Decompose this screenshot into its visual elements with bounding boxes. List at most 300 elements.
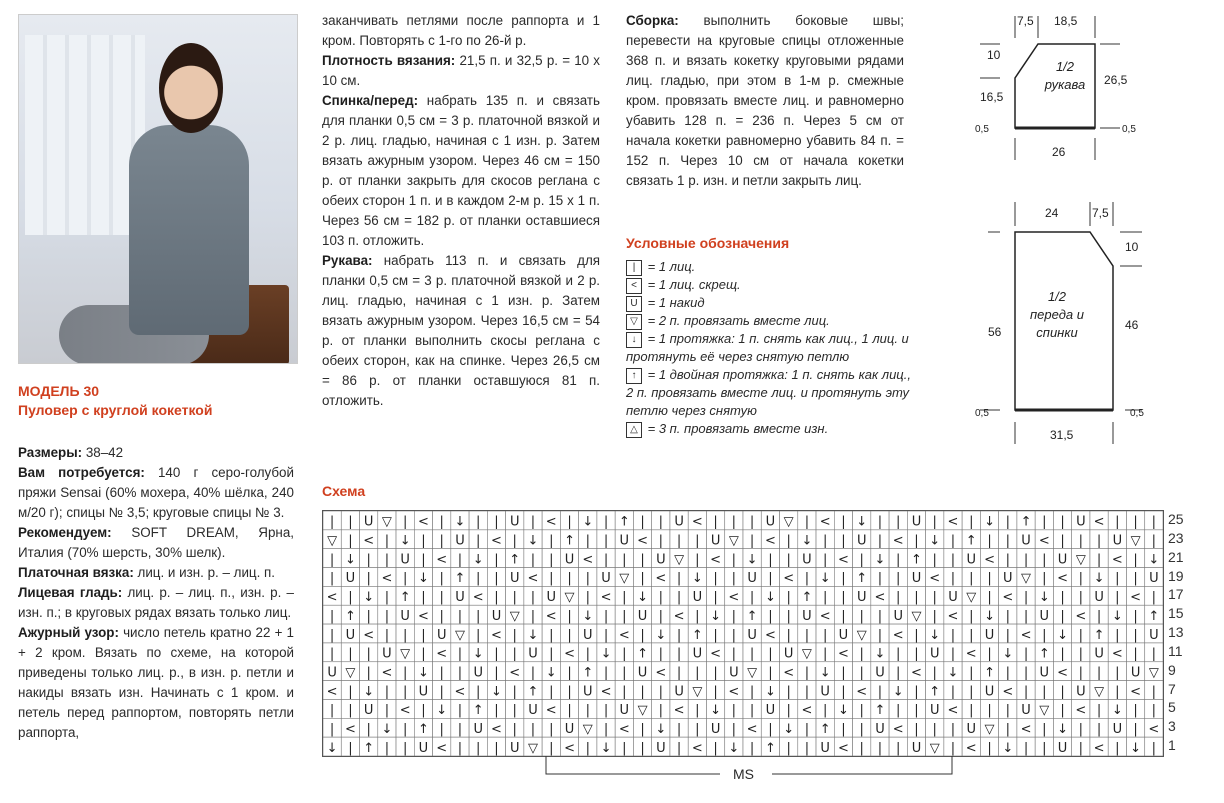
chart-cell-symbol: | — [859, 608, 864, 624]
chart-cell-symbol: | — [1151, 684, 1157, 700]
chart-cell-symbol: ↓ — [417, 571, 429, 587]
chart-cell-symbol: | — [640, 571, 645, 587]
chart-cell-symbol: | — [914, 533, 919, 549]
chart-cell-symbol: | — [1005, 665, 1010, 681]
chart-cell-symbol: < — [984, 552, 995, 568]
chart-cell-symbol: | — [969, 665, 974, 681]
chart-cell-symbol: | — [603, 665, 609, 681]
chart-cell-symbol: | — [530, 608, 536, 624]
chart-cell-symbol: ↑ — [454, 571, 466, 587]
chart-cell-symbol: | — [1060, 684, 1065, 700]
chart-cell-symbol: | — [1133, 571, 1138, 587]
chart-cell-symbol: | — [421, 703, 426, 719]
chart-cell-symbol: | — [877, 740, 883, 756]
chart-cell-symbol: | — [1023, 552, 1029, 568]
legend-item — [626, 258, 916, 276]
chart-cell-symbol: | — [822, 627, 828, 643]
chart-cell-symbol: | — [603, 722, 609, 738]
row-number: 25 — [1168, 511, 1184, 527]
chart-cell-symbol: | — [1115, 740, 1120, 756]
chart-cell-symbol: ▽ — [345, 665, 356, 681]
legend-symbol: | — [626, 260, 642, 276]
chart-cell-symbol: | — [658, 533, 664, 549]
chart-cell-symbol: | — [786, 533, 791, 549]
chart-cell-symbol: | — [786, 740, 791, 756]
chart-cell-symbol: | — [841, 722, 846, 738]
chart-cell-symbol: ▽ — [327, 533, 338, 549]
chart-cell-symbol: | — [822, 552, 828, 568]
chart-cell-symbol: | — [676, 590, 682, 606]
chart-cell-symbol: | — [402, 722, 408, 738]
chart-cell-symbol: U — [583, 684, 593, 700]
legend-text: = 1 накид — [644, 295, 705, 310]
chart-cell-symbol: | — [1078, 571, 1084, 587]
chart-cell-symbol: < — [344, 722, 356, 738]
chart-cell-symbol: < — [728, 684, 740, 700]
chart-cell-symbol: < — [655, 665, 667, 681]
chart-cell-symbol: | — [476, 608, 481, 624]
chart-cell-symbol: | — [731, 552, 737, 568]
chart-cell-symbol: | — [494, 571, 499, 587]
chart-cell-symbol: | — [494, 514, 499, 530]
chart-cell-symbol: ↑ — [527, 684, 539, 700]
chart-cell-symbol: | — [841, 533, 846, 549]
sleeve-right: 26,5 — [1104, 73, 1128, 87]
chart-cell-symbol: | — [476, 533, 481, 549]
chart-cell-symbol: | — [914, 703, 919, 719]
chart-cell-symbol: | — [1078, 590, 1084, 606]
chart-cell-symbol: ↓ — [655, 627, 667, 643]
chart-cell-symbol: < — [509, 665, 521, 681]
chart-cell-symbol: U — [966, 552, 977, 568]
chart-cell-symbol: < — [837, 552, 849, 568]
sleeve-left2: 16,5 — [980, 90, 1004, 104]
paragraph-text: лиц. р. – лиц. п., изн. р. – изн. п.; в круговых рядах вязать только лиц. — [18, 585, 294, 620]
row-number: 23 — [1168, 529, 1184, 546]
chart-cell-symbol: ↑ — [984, 665, 995, 681]
chart-cell-symbol: ▽ — [1021, 571, 1032, 587]
paragraph-label: Размеры: — [18, 445, 86, 460]
chart-cell-symbol: < — [1038, 533, 1050, 549]
column-3 — [626, 11, 904, 191]
chart-cell-symbol: | — [585, 703, 590, 719]
chart-cell-symbol: ↓ — [472, 646, 484, 662]
chart-cell-symbol: ↓ — [582, 608, 594, 624]
chart-cell-symbol: U — [802, 608, 812, 624]
chart-cell-symbol: | — [969, 627, 974, 643]
chart-cell-symbol: | — [1023, 740, 1029, 756]
chart-cell-symbol: | — [1078, 533, 1084, 549]
chart-cell-symbol: | — [384, 590, 390, 606]
chart-cell-symbol: | — [987, 646, 992, 662]
paragraph-label: Сборка: — [626, 13, 704, 28]
chart-cell-symbol: | — [1023, 608, 1029, 624]
chart-cell-symbol: | — [402, 665, 408, 681]
legend-symbol: ▽ — [626, 314, 642, 330]
chart-cell-symbol: ↓ — [545, 665, 557, 681]
chart-cell-symbol: | — [1096, 552, 1102, 568]
paragraph-text: SOFT DREAM, Ярна, Италия (70% шерсть, 30% шелк). — [18, 525, 294, 560]
chart-cell-symbol: | — [932, 608, 937, 624]
chart-cell-symbol: U — [546, 590, 557, 606]
chart-cell-symbol: ↓ — [783, 722, 795, 738]
chart-cell-symbol: U — [455, 590, 465, 606]
paragraph-label: Вам потребуется: — [18, 465, 158, 480]
chart-cell-symbol: < — [417, 514, 429, 530]
chart-cell-symbol: | — [969, 703, 974, 719]
paragraph-text: число петель кратно 22 + 1 + 2 кром. Вязать по схеме, на которой приведены только лиц. р., в изн. р. петли и накиды вязать изн. Начинать с 1 кром. и петель перед раппортом, повторять петли раппорта, — [18, 625, 294, 740]
row-number: 17 — [1168, 586, 1184, 603]
chart-cell-symbol: | — [841, 514, 846, 530]
chart-cell-symbol: | — [348, 740, 353, 756]
chart-cell-symbol: ↓ — [819, 665, 831, 681]
chart-cell-symbol: | — [1023, 684, 1029, 700]
chart-cell-symbol: | — [822, 703, 828, 719]
chart-cell-symbol: | — [329, 514, 335, 530]
chart-cell-symbol: | — [877, 627, 883, 643]
chart-cell-symbol: | — [731, 722, 737, 738]
chart-cell-symbol: ▽ — [966, 590, 977, 606]
scheme-title: Схема — [322, 483, 366, 499]
row-number: 11 — [1168, 642, 1183, 659]
chart-cell-symbol: | — [384, 533, 390, 549]
chart-cell-symbol: U — [400, 608, 410, 624]
chart-cell-symbol: | — [932, 590, 937, 606]
sleeve-edge-right: 0,5 — [1122, 124, 1136, 135]
legend-text: = 1 лиц. скрещ. — [644, 277, 741, 292]
chart-cell-symbol: | — [549, 571, 554, 587]
chart-cell-symbol: | — [804, 514, 810, 530]
chart-cell-symbol: < — [417, 608, 429, 624]
chart-cell-symbol: | — [494, 552, 499, 568]
chart-cell-symbol: ↓ — [326, 740, 338, 756]
chart-cell-symbol: | — [877, 684, 883, 700]
paragraph-text: набрать 113 п. и связать для планки 0,5 см = 3 р. платочной вязкой и 2 р. лиц. гладью, начиная с 1 изн. р. Затем вязать ажурным узором. Через 16,5 см = 54 р. от планки выполнить скосы реглана с обеих сторон, как на спинке. Через 26,5 см = 86 р. от планки оставшуюся 81 п. отложить. — [322, 253, 601, 408]
chart-cell-symbol: ▽ — [1039, 703, 1050, 719]
chart-cell-symbol: ↓ — [436, 703, 448, 719]
paragraph — [626, 11, 904, 191]
chart-cell-symbol: | — [585, 740, 590, 756]
chart-cell-symbol: | — [585, 571, 590, 587]
chart-cell-symbol: < — [1111, 552, 1123, 568]
chart-cell-symbol: ↓ — [929, 627, 941, 643]
chart-cell-symbol: ↓ — [819, 571, 831, 587]
chart-cell-symbol: U — [601, 571, 611, 587]
chart-cell-symbol: | — [1133, 627, 1138, 643]
chart-cell-symbol: | — [859, 552, 864, 568]
chart-cell-symbol: U — [765, 514, 776, 530]
chart-cell-symbol: | — [421, 590, 426, 606]
chart-cell-symbol: U — [729, 665, 739, 681]
chart-cell-symbol: ↑ — [1148, 608, 1160, 624]
paragraph-label: Лицевая гладь: — [18, 585, 128, 600]
legend-item — [626, 420, 916, 438]
chart-cell-symbol: U — [820, 684, 830, 700]
chart-cell-symbol: | — [348, 703, 353, 719]
chart-cell-symbol: ↑ — [965, 533, 977, 549]
chart-cell-symbol: | — [1042, 571, 1047, 587]
chart-cell-symbol: | — [731, 703, 737, 719]
paragraph — [322, 11, 600, 51]
chart-cell-symbol: < — [691, 740, 703, 756]
chart-cell-symbol: < — [381, 571, 393, 587]
chart-cell-symbol: | — [439, 722, 444, 738]
chart-cell-symbol: | — [877, 533, 883, 549]
chart-cell-symbol: U — [820, 740, 830, 756]
chart-cell-symbol: U — [619, 703, 630, 719]
chart-cell-symbol: | — [329, 627, 335, 643]
row-number: 9 — [1168, 661, 1176, 678]
chart-cell-symbol: | — [950, 627, 956, 643]
chart-cell-symbol: U — [619, 533, 630, 549]
paragraph-text: лиц. и изн. р. – лиц. п. — [137, 565, 276, 580]
chart-cell-symbol: | — [877, 571, 883, 587]
chart-cell-symbol: | — [1060, 590, 1065, 606]
body-diagram — [970, 198, 1220, 448]
legend-text: = 1 двойная протяжка: 1 п. снять как лиц., 2 п. провязать вместе лиц. и протянуть эту петлю через снятую — [626, 367, 911, 418]
row-number: 7 — [1168, 680, 1176, 697]
chart-cell-symbol: ↑ — [929, 684, 941, 700]
chart-cell-symbol: < — [947, 514, 959, 530]
chart-cell-symbol: ▽ — [929, 740, 940, 756]
chart-cell-symbol: < — [655, 571, 667, 587]
chart-cell-symbol: ↓ — [344, 552, 356, 568]
chart-cell-symbol: < — [1111, 646, 1123, 662]
chart-cell-symbol: < — [454, 684, 466, 700]
chart-cell-symbol: | — [713, 740, 718, 756]
chart-cell-symbol: < — [491, 627, 502, 643]
chart-cell-symbol: U — [382, 646, 392, 662]
chart-cell-symbol: | — [421, 552, 426, 568]
chart-cell-symbol: | — [348, 533, 353, 549]
chart-cell-symbol: | — [804, 722, 810, 738]
chart-cell-symbol: | — [421, 627, 426, 643]
chart-cell-symbol: | — [932, 722, 937, 738]
chart-cell-symbol: < — [837, 740, 849, 756]
chart-cell-symbol: ↑ — [764, 740, 776, 756]
chart-cell-symbol: ↓ — [600, 740, 612, 756]
chart-cell-symbol: | — [896, 703, 901, 719]
chart-cell-symbol: < — [1148, 722, 1160, 738]
row-number: 3 — [1168, 718, 1176, 735]
chart-cell-symbol: | — [476, 740, 481, 756]
body-right1: 10 — [1125, 240, 1139, 254]
chart-cell-symbol: | — [476, 571, 481, 587]
chart-cell-symbol: | — [1005, 627, 1010, 643]
chart-cell-symbol: ↓ — [1130, 740, 1142, 756]
chart-cell-symbol: ↑ — [691, 627, 703, 643]
chart-cell-symbol: | — [950, 533, 956, 549]
model-subtitle: Пуловер с круглой кокеткой — [18, 402, 213, 418]
legend-item — [626, 366, 916, 420]
chart-cell-symbol: | — [476, 684, 481, 700]
legend-item — [626, 312, 916, 330]
chart-cell-symbol: | — [1060, 533, 1065, 549]
row-number: 13 — [1168, 624, 1184, 641]
chart-cell-symbol: ↓ — [472, 552, 484, 568]
chart-cell-symbol: U — [1094, 590, 1104, 606]
chart-cell-symbol: ▽ — [674, 552, 685, 568]
paragraph — [18, 523, 294, 563]
chart-cell-symbol: ▽ — [619, 571, 630, 587]
chart-cell-symbol: | — [658, 590, 664, 606]
chart-cell-symbol: | — [950, 740, 956, 756]
chart-cell-symbol: ↓ — [655, 722, 667, 738]
chart-cell-symbol: | — [402, 627, 408, 643]
chart-cell-symbol: | — [366, 646, 371, 662]
chart-cell-symbol: U — [509, 571, 520, 587]
chart-cell-symbol: | — [1023, 665, 1029, 681]
row-number: 5 — [1168, 699, 1176, 716]
paragraph-text: 21,5 п. и 32,5 р. = 10 х 10 см. — [322, 53, 600, 88]
chart-cell-symbol: < — [618, 627, 630, 643]
chart-cell-symbol: | — [822, 590, 828, 606]
row-number: 19 — [1168, 567, 1184, 584]
chart-cell-symbol: | — [676, 646, 682, 662]
chart-cell-symbol: ▽ — [911, 608, 922, 624]
chart-cell-symbol: ↑ — [472, 703, 484, 719]
chart-cell-symbol: U — [875, 665, 885, 681]
chart-cell-symbol: | — [768, 571, 773, 587]
chart-cell-symbol: | — [859, 703, 864, 719]
chart-cell-symbol: | — [987, 740, 992, 756]
chart-cell-symbol: | — [841, 590, 846, 606]
chart-cell-symbol: | — [402, 684, 408, 700]
chart-cell-symbol: | — [749, 646, 755, 662]
chart-cell-symbol: ↓ — [1093, 571, 1105, 587]
chart-cell-symbol: | — [1115, 665, 1120, 681]
chart-cell-symbol: U — [911, 571, 922, 587]
chart-cell-symbol: | — [622, 684, 627, 700]
chart-cell-symbol: | — [494, 646, 499, 662]
chart-cell-symbol: < — [436, 552, 448, 568]
chart-cell-symbol: | — [457, 552, 463, 568]
knitting-chart — [322, 510, 1164, 757]
chart-cell-symbol: U — [1076, 514, 1086, 530]
chart-cell-symbol: ↓ — [417, 665, 429, 681]
chart-cell-symbol: | — [439, 571, 444, 587]
chart-cell-symbol: | — [439, 590, 444, 606]
chart-cell-symbol: | — [384, 552, 390, 568]
chart-cell-symbol: ↓ — [1148, 552, 1160, 568]
legend-item — [626, 330, 916, 366]
chart-cell-symbol: | — [640, 627, 645, 643]
chart-cell-symbol: | — [695, 722, 700, 738]
chart-cell-symbol: | — [348, 590, 353, 606]
chart-cell-symbol: | — [896, 740, 901, 756]
chart-cell-symbol: ▽ — [582, 722, 593, 738]
chart-cell-symbol: | — [749, 590, 755, 606]
chart-cell-symbol: | — [549, 646, 554, 662]
chart-cell-symbol: | — [1115, 590, 1120, 606]
model-title: МОДЕЛЬ 30 — [18, 383, 100, 399]
chart-cell-symbol: | — [585, 533, 590, 549]
chart-cell-symbol: ↓ — [491, 684, 502, 700]
chart-cell-symbol: | — [567, 703, 572, 719]
chart-cell-symbol: U — [1112, 533, 1123, 549]
paragraph — [18, 443, 294, 463]
chart-cell-symbol: | — [1096, 665, 1102, 681]
chart-cell-symbol: ↓ — [582, 514, 594, 530]
chart-cell-symbol: U — [1149, 627, 1159, 643]
chart-cell-symbol: < — [491, 533, 502, 549]
chart-cell-symbol: | — [1151, 703, 1157, 719]
chart-cell-symbol: | — [676, 665, 682, 681]
body-topright: 7,5 — [1092, 206, 1109, 220]
chart-cell-symbol: | — [1005, 722, 1010, 738]
chart-cell-symbol: | — [348, 684, 353, 700]
chart-cell-symbol: | — [768, 665, 773, 681]
chart-cell-symbol: | — [804, 571, 810, 587]
chart-cell-symbol: | — [1096, 533, 1102, 549]
chart-cell-symbol: U — [747, 571, 757, 587]
chart-cell-symbol: U — [418, 684, 429, 700]
chart-cell-symbol: | — [366, 722, 371, 738]
chart-cell-symbol: U — [363, 703, 374, 719]
chart-cell-symbol: U — [564, 552, 575, 568]
chart-cell-symbol: | — [567, 571, 572, 587]
chart-cell-symbol: U — [1149, 571, 1159, 587]
chart-cell-symbol: U — [674, 514, 684, 530]
chart-cell-symbol: | — [1042, 722, 1047, 738]
chart-cell-symbol: | — [877, 514, 883, 530]
chart-cell-symbol: < — [381, 665, 393, 681]
chart-cell-symbol: U — [509, 740, 520, 756]
chart-cell-symbol: | — [804, 684, 810, 700]
chart-cell-symbol: | — [494, 590, 499, 606]
chart-cell-symbol: U — [1057, 740, 1068, 756]
chart-cell-symbol: | — [329, 552, 335, 568]
chart-cell-symbol: < — [1075, 703, 1087, 719]
chart-cell-symbol: | — [512, 684, 517, 700]
chart-cell-symbol: | — [731, 646, 737, 662]
chart-cell-symbol: | — [530, 590, 536, 606]
chart-cell-symbol: | — [914, 684, 919, 700]
chart-cell-symbol: < — [1057, 665, 1069, 681]
chart-cell-symbol: | — [640, 552, 645, 568]
chart-cell-symbol: | — [1023, 646, 1029, 662]
chart-cell-symbol: | — [1023, 590, 1029, 606]
chart-cell-symbol: | — [676, 722, 682, 738]
chart-cell-symbol: U — [856, 590, 867, 606]
chart-cell-symbol: U — [656, 552, 666, 568]
chart-cell-symbol: ↓ — [710, 703, 722, 719]
chart-cell-symbol: | — [804, 627, 810, 643]
chart-cell-symbol: | — [439, 514, 444, 530]
chart-cell-symbol: ↓ — [837, 703, 849, 719]
chart-cell-symbol: | — [932, 665, 937, 681]
chart-cell-symbol: ↓ — [527, 533, 539, 549]
chart-cell-symbol: ▽ — [984, 722, 995, 738]
chart-cell-symbol: | — [932, 552, 937, 568]
chart-cell-symbol: | — [1005, 514, 1010, 530]
chart-cell-symbol: | — [713, 571, 718, 587]
chart-cell-symbol: U — [583, 627, 593, 643]
legend-symbol: ↓ — [626, 332, 642, 348]
chart-cell-symbol: | — [1060, 514, 1065, 530]
chart-cell-symbol: | — [676, 627, 682, 643]
chart-cell-symbol: | — [603, 703, 609, 719]
chart-cell-symbol: | — [366, 608, 371, 624]
body-bottom: 31,5 — [1050, 428, 1074, 442]
chart-cell-symbol: | — [713, 590, 718, 606]
chart-cell-symbol: < — [618, 722, 630, 738]
legend-text: = 1 протяжка: 1 п. снять как лиц., 1 лиц. и протянуть её через снятую петлю — [626, 331, 909, 364]
chart-cell-symbol: < — [892, 627, 904, 643]
chart-cell-symbol: | — [1042, 514, 1047, 530]
chart-cell-symbol: | — [768, 552, 773, 568]
chart-cell-symbol: | — [969, 684, 974, 700]
